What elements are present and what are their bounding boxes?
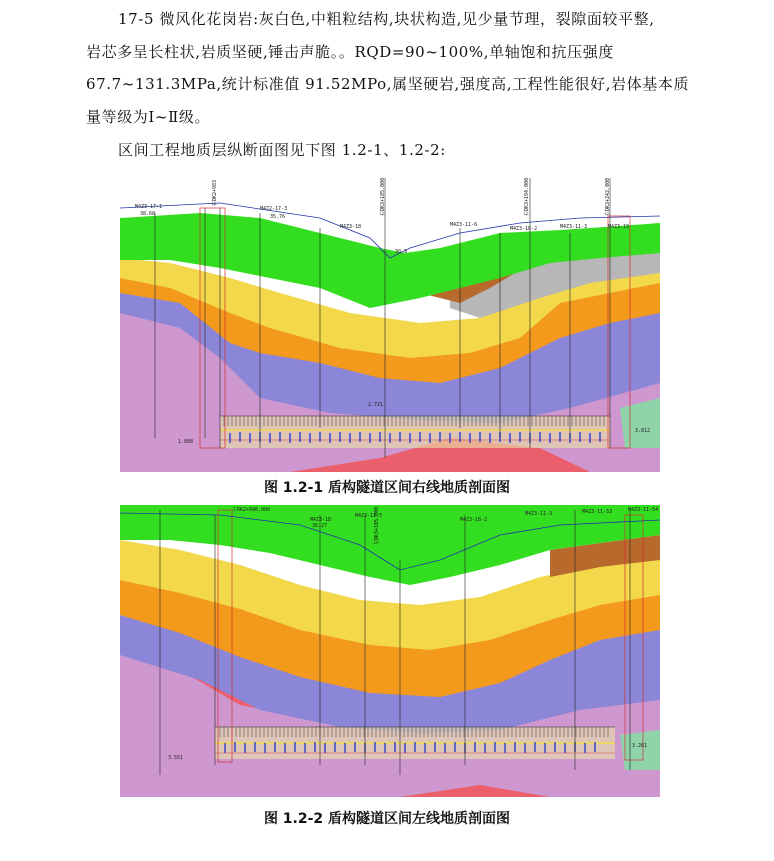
station-b-label: 右DK3+185.000 bbox=[380, 178, 386, 216]
borehole-label-5: M4Z3-11-53 bbox=[582, 509, 613, 515]
elevation-label-4: 2.721 bbox=[368, 402, 384, 408]
station-a-label: 左DK2+990.000 bbox=[232, 507, 271, 513]
figure-2-svg bbox=[120, 505, 660, 797]
elevation-label-6: 3.812 bbox=[635, 428, 651, 434]
borehole-label-1: M4Z3-18 bbox=[310, 517, 332, 523]
figure-2-geologic-section-left bbox=[120, 505, 660, 797]
elevation-label-2: 35.76 bbox=[270, 214, 286, 220]
borehole-label-3: M4Z3-18 bbox=[340, 224, 362, 230]
figure-1-svg bbox=[120, 178, 660, 472]
elevation-label-3: 30.9 bbox=[395, 249, 408, 255]
elevation-label-2: 3.551 bbox=[168, 755, 184, 761]
figure-2-caption: 图 1.2-2 盾构隧道区间左线地质剖面图 bbox=[263, 811, 511, 827]
borehole-label-4: M4Z3-11-3 bbox=[525, 511, 553, 517]
text-line-1: 17-5 微风化花岗岩:灰白色,中粗粒结构,块状构造,见少量节理，裂隙面较平整, bbox=[118, 10, 655, 28]
borehole-label-1: M4Z3-17-1 bbox=[135, 204, 163, 210]
text-line-4: 量等级为Ⅰ~Ⅱ级。 bbox=[86, 108, 211, 126]
borehole-label-3: M4Z3-18-2 bbox=[460, 517, 488, 523]
station-b-label: 左DK3+185.000 bbox=[374, 506, 380, 545]
elevation-label-1: 36.27 bbox=[312, 523, 328, 529]
figure-1-caption: 图 1.2-1 盾构隧道区间右线地质剖面图 bbox=[263, 480, 511, 496]
borehole-label-2: M4Z2-17-3 bbox=[260, 206, 288, 212]
borehole-label-5: M4Z3-18-2 bbox=[510, 226, 538, 232]
figure-1-geologic-section-right bbox=[120, 178, 660, 472]
elevation-label-3: 3.261 bbox=[632, 743, 648, 749]
borehole-label-4: M4Z3-11-6 bbox=[450, 222, 478, 228]
borehole-label-2: M4Z3-11-5 bbox=[355, 513, 383, 519]
text-line-3: 67.7~131.3MPa,统计标准值 91.52MPo,属坚硬岩,强度高,工程性能很好,岩体基本质 bbox=[86, 75, 690, 93]
elevation-label-5: 1.808 bbox=[178, 439, 194, 445]
station-a-label: 右DK2+983 bbox=[212, 179, 218, 206]
station-c-label: 右DK3+194.000 bbox=[524, 178, 530, 216]
borehole-label-7: M4Z3-19 bbox=[608, 224, 630, 230]
elevation-label-1: 38.68 bbox=[140, 211, 156, 217]
station-d-label: 右DK3+242.000 bbox=[605, 178, 611, 216]
borehole-label-6: M4Z3-11-3 bbox=[560, 224, 588, 230]
borehole-label-6: M4Z3-11-54 bbox=[628, 507, 659, 513]
text-line-5: 区间工程地质层纵断面图见下图 1.2-1、1.2-2: bbox=[118, 141, 446, 159]
text-line-2: 岩芯多呈长柱状,岩质坚硬,锤击声脆。。RQD=90~100%,单轴饱和抗压强度 bbox=[86, 43, 614, 61]
